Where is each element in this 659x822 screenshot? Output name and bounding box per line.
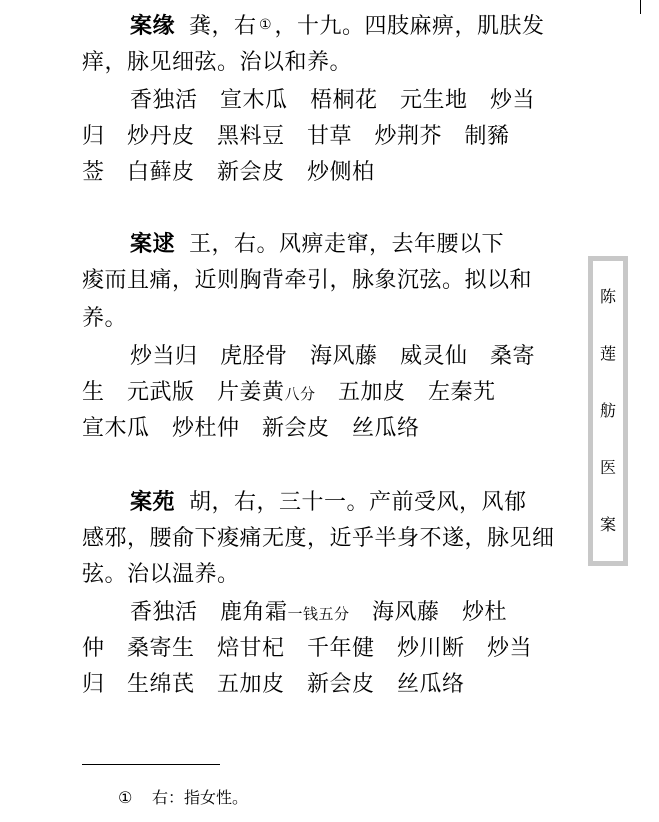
side-tab [588,256,628,566]
case-heading-line [130,232,504,258]
case-label: 案逑 [130,232,176,257]
footnote-text: 右：指女性。 [152,788,249,807]
case-text-line [82,416,420,442]
case-text: 炒当归 虎胫骨 海风藤 威灵仙 桑寄 [130,344,536,369]
side-tab-char: 陈 [599,287,616,307]
case-text: 归 生绵芪 五加皮 新会皮 丝瓜络 [82,672,465,697]
case-label: 案缘 [130,14,176,39]
case-text: 感邪，腰俞下痠痛无度，近乎半身不遂，脉见细 [82,526,555,551]
case-text-line [130,600,507,626]
case-heading-line [130,14,545,40]
dosage-note: 一钱五分 [287,605,350,623]
case-text: 五加皮 左秦艽 [315,380,496,405]
case-text-line [82,380,496,406]
case-text: 弦。治以温养。 [82,562,240,587]
case-text: 仲 桑寄生 焙甘杞 千年健 炒川断 炒当 [82,636,533,661]
case-text-line [82,526,555,552]
case-text-line [82,50,352,76]
case-text: 龚，右 [189,14,257,39]
case-text-line [82,562,240,588]
case-text: 王，右。风痹走窜，去年腰以下 [189,232,505,257]
footnote-ref: ① [259,17,273,33]
dosage-note: 八分 [284,385,316,403]
case-text-line [130,88,535,114]
case-text-line [82,160,375,186]
page-edge-mark [640,0,641,14]
case-text: 香独活 宣木瓜 梧桐花 元生地 炒当 [130,88,536,113]
side-tab-char: 案 [599,514,616,534]
footnote-rule [82,764,220,765]
case-text: 胡，右，三十一。产前受风，风郁 [189,490,527,515]
case-text: ，十九。四肢麻痹，肌肤发 [274,14,545,39]
case-text: 痒，脉见细弦。治以和养。 [82,50,353,75]
case-text-line [82,268,532,294]
side-tab-char: 莲 [599,344,616,364]
case-text: 养。 [82,306,128,331]
case-text: 香独活 鹿角霜 [130,600,288,625]
case-text: 痠而且痛，近则胸背牵引，脉象沉弦。拟以和 [82,268,533,293]
side-tab-char: 医 [599,457,616,477]
case-text-line [82,124,510,150]
case-text: 宣木瓜 炒杜仲 新会皮 丝瓜络 [82,416,420,441]
side-tab-char: 舫 [599,400,616,420]
case-text: 归 炒丹皮 黑料豆 甘草 炒荆芥 制豨 [82,124,510,149]
case-label: 案苑 [130,490,176,515]
case-text-line [82,306,127,332]
case-text: 海风藤 炒杜 [349,600,508,625]
footnote [118,788,248,808]
case-text-line [82,672,465,698]
case-text: 莶 白藓皮 新会皮 炒侧柏 [82,160,375,185]
case-text-line [130,344,535,370]
case-text: 生 元武版 片姜黄 [82,380,285,405]
case-text-line [82,636,532,662]
footnote-mark: ① [118,788,133,807]
case-heading-line [130,490,527,516]
